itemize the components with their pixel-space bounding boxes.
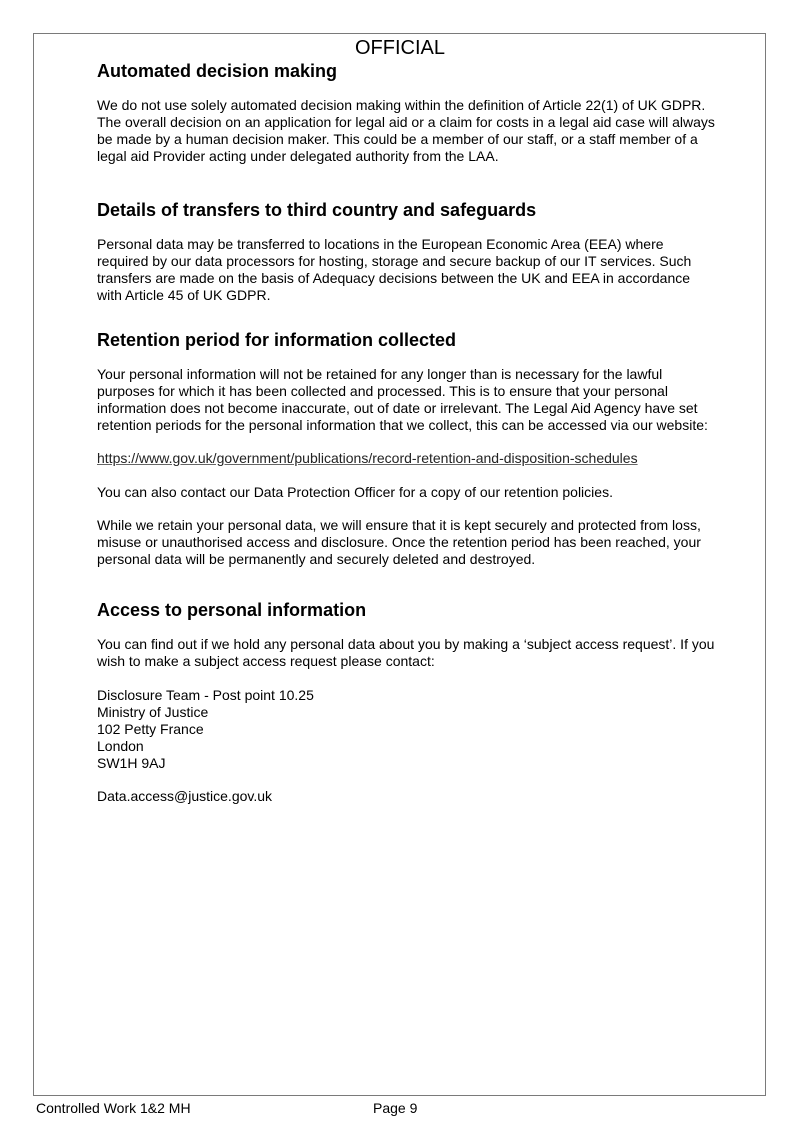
section-retention — [97, 328, 717, 568]
postal-address — [97, 687, 717, 772]
paragraph-automated: We do not use solely automated decision making within the definition of Article 22(1) of UK GDPR. The overall decision on an application for legal aid or a claim for costs in a legal aid case will always be made by a human decision maker. This could be a member of our staff, or a staff member of a legal aid Provider acting under delegated authority from the LAA. — [97, 97, 715, 164]
heading-retention: Retention period for information collected — [97, 330, 457, 350]
section-automated-decision-making — [97, 59, 717, 165]
page-content — [97, 59, 717, 805]
address-line: SW1H 9AJ — [97, 755, 166, 771]
heading-automated-decision-making: Automated decision making — [97, 61, 338, 81]
paragraph-retention-2: You can also contact our Data Protection Officer for a copy of our retention policies. — [97, 484, 613, 500]
contact-email: Data.access@justice.gov.uk — [97, 788, 273, 804]
address-line: Disclosure Team - Post point 10.25 — [97, 687, 314, 703]
address-line: London — [97, 738, 144, 754]
footer-document-title: Controlled Work 1&2 MH — [36, 1100, 191, 1116]
heading-transfers: Details of transfers to third country and safeguards — [97, 200, 537, 220]
section-transfers — [97, 198, 717, 304]
retention-schedules-link[interactable]: https://www.gov.uk/government/publications/record-retention-and-disposition-schedules — [97, 450, 638, 466]
paragraph-transfers: Personal data may be transferred to locations in the European Economic Area (EEA) where required by our data processors for hosting, storage and secure backup of our IT services. Such transfers are made on the basis of Adequacy decisions between the UK and EEA in accordance with Article 45 of UK GDPR. — [97, 236, 692, 303]
address-line: 102 Petty France — [97, 721, 204, 737]
address-line: Ministry of Justice — [97, 704, 209, 720]
paragraph-retention-1: Your personal information will not be retained for any longer than is necessary for the lawful purposes for which it has been collected and processed. This is to ensure that your personal information does not become inaccurate, out of date or irrelevant. The Legal Aid Agency have set retention periods for the personal information that we collect, this can be accessed via our website: — [97, 366, 708, 433]
classification-label: OFFICIAL — [354, 37, 445, 59]
paragraph-retention-3: While we retain your personal data, we will ensure that it is kept securely and protected from loss, misuse or unauthorised access and disclosure. Once the retention period has been reached, your personal data will be permanently and securely deleted and destroyed. — [97, 517, 701, 567]
footer-page-number: Page 9 — [373, 1100, 418, 1116]
section-access — [97, 598, 717, 805]
paragraph-access: You can find out if we hold any personal data about you by making a ‘subject access request’. If you wish to make a subject access request please contact: — [97, 636, 715, 669]
heading-access: Access to personal information — [97, 600, 367, 620]
